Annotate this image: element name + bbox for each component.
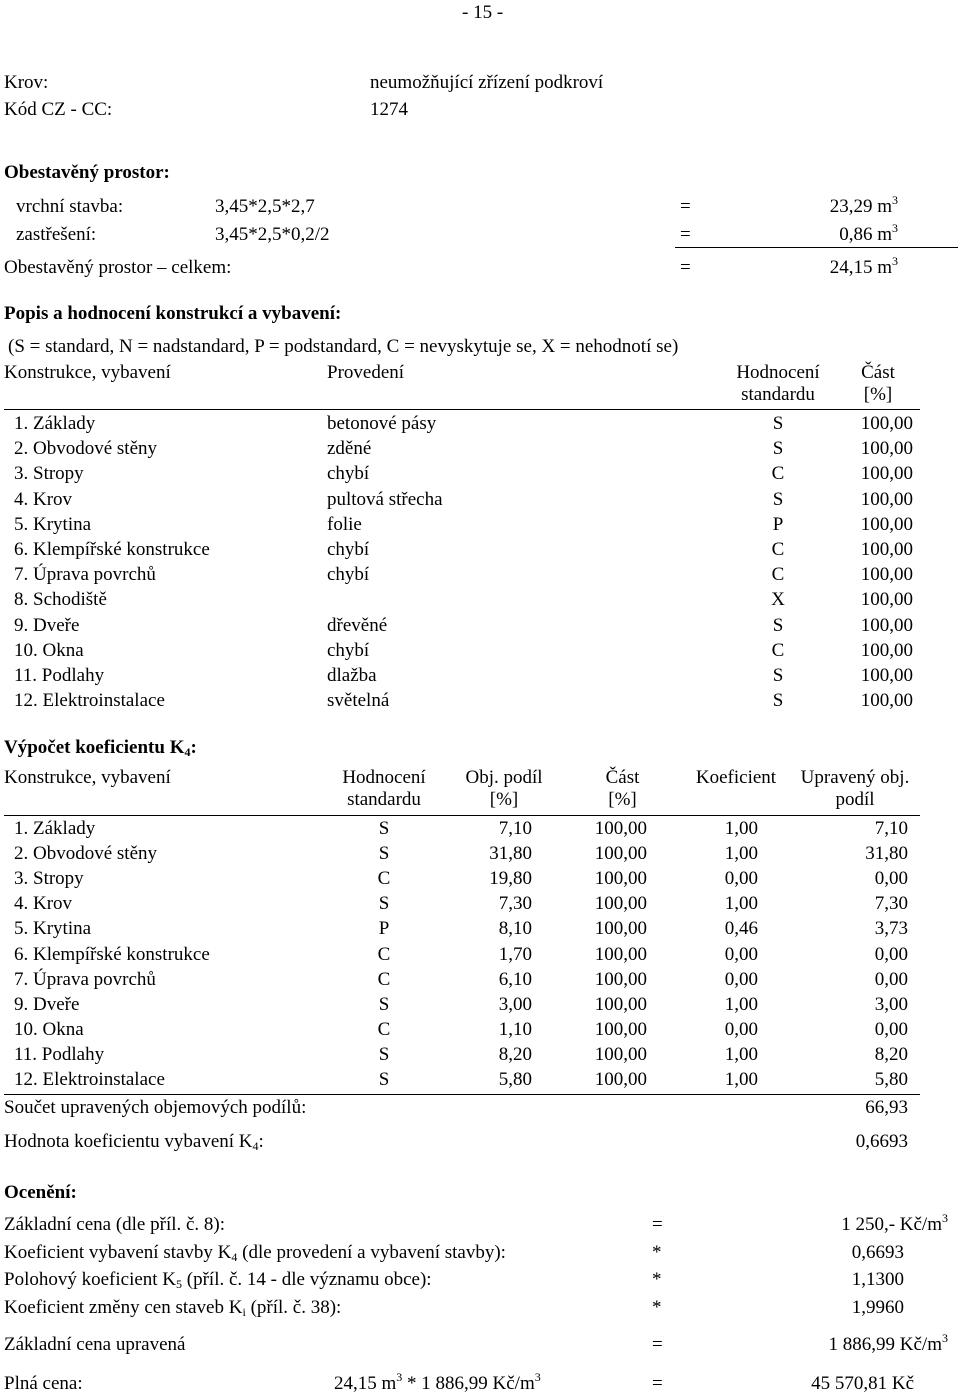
k4-row-upr: 7,10 (874, 818, 908, 839)
k4-row-cast: 100,00 (594, 818, 647, 839)
popis-row-provedeni: pultová střecha (327, 488, 443, 510)
k4-row-name: 10. Okna (14, 1018, 84, 1040)
popis-row-provedeni: světelná (327, 690, 390, 712)
popis-row-provedeni: zděné (327, 438, 372, 460)
oceneni-row-op: * (652, 1296, 662, 1318)
k4-row-obj: 3,00 (498, 993, 532, 1015)
popis-row-cast: 100,00 (860, 614, 913, 636)
plna-value: 45 570,81 Kč (811, 1373, 914, 1394)
k4-row-koef: 1,00 (724, 843, 758, 865)
popis-row-name: 5. Krytina (14, 513, 92, 535)
k4-row-cast: 100,00 (594, 943, 647, 965)
popis-row-cast: 100,00 (860, 413, 913, 434)
popis-row-name: 9. Dveře (14, 614, 80, 636)
k4-row-koef: 0,00 (724, 968, 758, 990)
oceneni-row-label: Koeficient vybavení stavby $K_4$ (dle provedení a vybavení stavby): (4, 1241, 506, 1264)
oceneni-heading: Ocenění: (4, 1182, 77, 1203)
k4-col-construction: Konstrukce, vybavení (4, 767, 171, 788)
k4-row-koef: 0,00 (724, 1018, 758, 1040)
plna-calc: 24,15 $m^3 * 1$ 886,99 $Kč/m^3$ (334, 1370, 541, 1394)
popis-row-name: 3. Stropy (14, 463, 84, 485)
oceneni-row-value: 1,9960 (851, 1296, 904, 1318)
krov-label: Krov: (4, 72, 49, 93)
vrchni-formula: 3,45*2,5*2,7 (215, 196, 315, 217)
k4-col-obj: Obj. podíl [%] (465, 767, 543, 810)
k4-col-hodnoceni: Hodnocení standardu (342, 767, 426, 810)
k4-row-obj: 7,10 (498, 818, 532, 839)
popis-row-cast: 100,00 (860, 539, 913, 560)
k4-row-upr: 3,73 (874, 918, 908, 940)
k4-header-rule (4, 815, 920, 816)
krov-value: neumožňující zřízení podkroví (370, 72, 604, 93)
popis-row-provedeni: folie (327, 513, 362, 535)
popis-legend: (S = standard, N = nadstandard, P = podstandard, C = nevyskytuje se, X = nehodnotí se) (8, 336, 679, 357)
k4-sum-rule (4, 1094, 920, 1095)
k4-row-obj: 7,30 (498, 893, 532, 915)
popis-row-hodnoceni: S (772, 488, 784, 510)
upravena-value: 1 886,99 $Kč/m^3$ (828, 1331, 948, 1355)
popis-row-name: 11. Podlahy (14, 665, 105, 686)
k4-row-hodnoceni: C (377, 868, 391, 890)
popis-row-cast: 100,00 (860, 488, 913, 510)
k4-sum-label: Součet upravených objemových podílů: (4, 1097, 307, 1118)
k4-row-cast: 100,00 (594, 843, 647, 865)
k4-row-hodnoceni: S (378, 818, 390, 839)
k4-row-upr: 31,80 (865, 843, 908, 865)
k4-row-cast: 100,00 (594, 893, 647, 915)
popis-row-name: 12. Elektroinstalace (14, 690, 165, 712)
k4-row-name: 7. Úprava povrchů (14, 968, 156, 990)
k4-row-koef: 0,00 (724, 868, 758, 890)
k4-hodnota-value: 0,6693 (855, 1131, 908, 1152)
popis-row-provedeni: chybí (327, 639, 370, 661)
k4-row-name: 4. Krov (14, 893, 73, 915)
k4-col-upr: Upravený obj. podíl (800, 767, 910, 810)
oceneni-row-label: Polohový koeficient $K_5$ (příl. č. 14 - dle významu obce): (4, 1269, 432, 1291)
popis-row-name: 7. Úprava povrchů (14, 564, 156, 586)
oceneni-row-label: Koeficient změny cen staveb $K_i$ (příl. č. 38): (4, 1296, 342, 1319)
k4-row-obj: 1,10 (498, 1018, 532, 1040)
k4-row-obj: 8,10 (498, 918, 532, 940)
k4-heading: Výpočet koeficientu $K_4$: (4, 737, 197, 759)
popis-row-hodnoceni: S (772, 413, 784, 434)
oceneni-row-op: = (652, 1214, 663, 1235)
popis-row-hodnoceni: S (772, 690, 784, 712)
popis-row-provedeni: betonové pásy (327, 413, 437, 434)
popis-row-name: 6. Klempířské konstrukce (14, 539, 210, 560)
k4-row-cast: 100,00 (594, 1018, 647, 1040)
popis-row-hodnoceni: C (771, 564, 785, 586)
popis-row-name: 1. Základy (14, 413, 96, 434)
k4-row-obj: 31,80 (489, 843, 532, 865)
k4-row-name: 6. Klempířské konstrukce (14, 943, 210, 965)
k4-row-obj: 19,80 (489, 868, 532, 890)
popis-row-hodnoceni: C (771, 639, 785, 661)
k4-row-upr: 7,30 (874, 893, 908, 915)
k4-row-koef: 1,00 (724, 1069, 758, 1090)
popis-row-cast: 100,00 (860, 513, 913, 535)
oceneni-row-value: 1 250,- $Kč/m^3$ (841, 1211, 948, 1235)
k4-row-hodnoceni: S (378, 893, 390, 915)
k4-col-koef: Koeficient (695, 767, 777, 788)
k4-row-hodnoceni: S (378, 993, 390, 1015)
k4-row-upr: 8,20 (874, 1043, 908, 1065)
zastreseni-value: 0,86 $m^3$ (839, 221, 898, 245)
k4-row-upr: 3,00 (874, 993, 908, 1015)
k4-row-hodnoceni: S (378, 1069, 390, 1090)
k4-row-hodnoceni: C (377, 943, 391, 965)
popis-col-provedeni: Provedení (327, 362, 405, 383)
k4-row-hodnoceni: P (378, 918, 390, 940)
k4-row-name: 9. Dveře (14, 993, 80, 1015)
upravena-label: Základní cena upravená (4, 1334, 186, 1355)
kod-label: Kód CZ - CC: (4, 99, 113, 120)
k4-row-name: 3. Stropy (14, 868, 84, 890)
oceneni-row-label: Základní cena (dle příl. č. 8): (4, 1214, 226, 1235)
popis-row-hodnoceni: C (771, 463, 785, 485)
popis-row-provedeni: chybí (327, 539, 370, 560)
k4-row-cast: 100,00 (594, 918, 647, 940)
k4-row-upr: 0,00 (874, 968, 908, 990)
popis-col-construction: Konstrukce, vybavení (4, 362, 171, 383)
popis-row-cast: 100,00 (860, 564, 913, 586)
k4-row-name: 11. Podlahy (14, 1043, 105, 1065)
obestaveny-total-value: 24,15 $m^3$ (829, 254, 898, 278)
vrchni-label: vrchní stavba: (16, 196, 124, 217)
oceneni-row-op: * (652, 1241, 662, 1263)
oceneni-row-value: 1,1300 (851, 1269, 904, 1290)
popis-row-cast: 100,00 (860, 438, 913, 460)
k4-row-name: 12. Elektroinstalace (14, 1069, 165, 1090)
zastreseni-eq: = (680, 224, 691, 245)
k4-row-obj: 1,70 (498, 943, 532, 965)
plna-op: = (652, 1373, 663, 1394)
upravena-op: = (652, 1334, 663, 1355)
popis-heading: Popis a hodnocení konstrukcí a vybavení: (4, 303, 342, 324)
popis-row-provedeni: chybí (327, 463, 370, 485)
k4-row-koef: 1,00 (724, 1043, 758, 1065)
popis-row-cast: 100,00 (860, 463, 913, 485)
popis-header-rule (4, 409, 920, 410)
popis-row-cast: 100,00 (860, 639, 913, 661)
popis-row-name: 8. Schodiště (14, 589, 107, 611)
popis-col-cast: Část [%] (861, 362, 895, 405)
popis-row-cast: 100,00 (860, 589, 913, 611)
popis-row-hodnoceni: S (772, 438, 784, 460)
page-number: - 15 - (462, 2, 504, 23)
k4-row-cast: 100,00 (594, 1043, 647, 1065)
k4-row-hodnoceni: S (378, 843, 390, 865)
k4-row-cast: 100,00 (594, 1069, 647, 1090)
obestaveny-total-eq: = (680, 257, 691, 278)
sum-rule (675, 247, 958, 248)
popis-row-cast: 100,00 (860, 690, 913, 712)
k4-col-cast: Část [%] (605, 767, 640, 810)
k4-row-name: 1. Základy (14, 818, 96, 839)
obestaveny-heading: Obestavěný prostor: (4, 162, 170, 183)
popis-row-hodnoceni: S (772, 665, 784, 686)
k4-row-cast: 100,00 (594, 993, 647, 1015)
k4-row-name: 2. Obvodové stěny (14, 843, 158, 865)
popis-row-provedeni: dřevěné (327, 614, 388, 636)
k4-row-upr: 0,00 (874, 1018, 908, 1040)
k4-row-cast: 100,00 (594, 868, 647, 890)
popis-row-name: 4. Krov (14, 488, 73, 510)
popis-row-hodnoceni: P (772, 513, 784, 535)
k4-row-obj: 6,10 (498, 968, 532, 990)
popis-row-cast: 100,00 (860, 665, 913, 686)
oceneni-row-value: 0,6693 (851, 1241, 904, 1263)
k4-row-upr: 0,00 (874, 943, 908, 965)
popis-row-hodnoceni: X (771, 589, 785, 611)
k4-row-koef: 1,00 (724, 818, 758, 839)
k4-hodnota-label: Hodnota koeficientu vybavení $K_4$: (4, 1131, 264, 1153)
k4-row-koef: 0,46 (724, 918, 758, 940)
popis-row-provedeni: chybí (327, 564, 370, 586)
vrchni-eq: = (680, 196, 691, 217)
zastreseni-label: zastřešení: (16, 224, 97, 245)
k4-row-upr: 5,80 (874, 1069, 908, 1090)
k4-row-hodnoceni: C (377, 1018, 391, 1040)
popis-row-hodnoceni: S (772, 614, 784, 636)
zastreseni-formula: 3,45*2,5*0,2/2 (215, 224, 330, 245)
k4-row-cast: 100,00 (594, 968, 647, 990)
k4-row-obj: 5,80 (498, 1069, 532, 1090)
vrchni-value: 23,29 $m^3$ (829, 193, 898, 217)
popis-row-name: 10. Okna (14, 639, 84, 661)
k4-row-hodnoceni: C (377, 968, 391, 990)
k4-row-obj: 8,20 (498, 1043, 532, 1065)
oceneni-row-op: * (652, 1269, 662, 1290)
k4-sum-value: 66,93 (865, 1097, 908, 1118)
k4-row-upr: 0,00 (874, 868, 908, 890)
popis-col-hodnoceni: Hodnocení standardu (736, 362, 820, 405)
k4-row-koef: 0,00 (724, 943, 758, 965)
k4-row-name: 5. Krytina (14, 918, 92, 940)
k4-row-koef: 1,00 (724, 893, 758, 915)
k4-row-koef: 1,00 (724, 993, 758, 1015)
k4-row-hodnoceni: S (378, 1043, 390, 1065)
popis-row-hodnoceni: C (771, 539, 785, 560)
popis-row-name: 2. Obvodové stěny (14, 438, 158, 460)
popis-row-provedeni: dlažba (327, 665, 377, 686)
kod-value: 1274 (370, 99, 408, 120)
obestaveny-total-label: Obestavěný prostor – celkem: (4, 257, 232, 278)
plna-label: Plná cena: (4, 1373, 83, 1394)
